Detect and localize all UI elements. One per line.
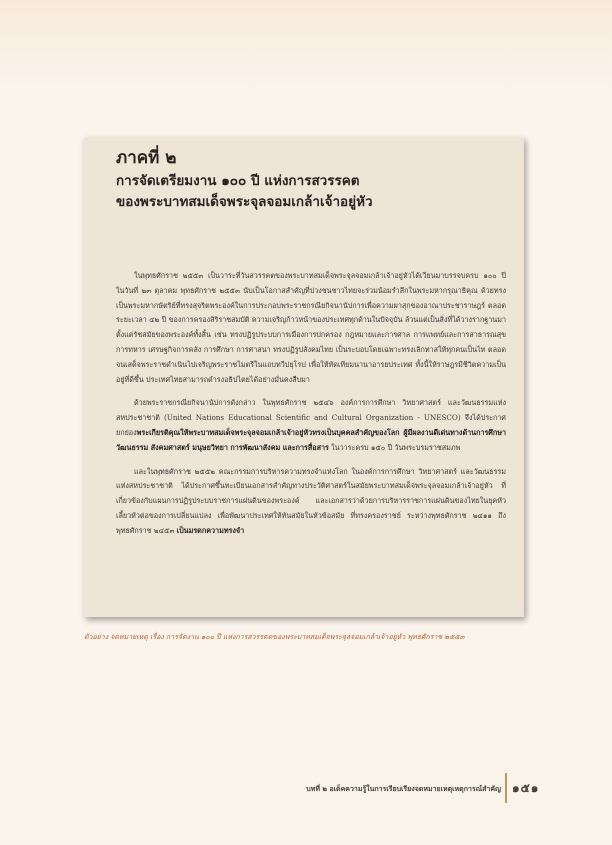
paragraph-3-bold: เป็นมรดกความทรงจำ — [176, 525, 245, 535]
paragraph-2-text: ด้วยพระราชกรณียกิจนานัปการดังกล่าว ในพุทธศักราช ๒๕๔๖ องค์การการศึกษา วิทยาศาสตร์ และวัฒนธรรมแห่งสหประชาชาติ (United Nations Educational Scientific and Cultural Organization - UNESCO) จึงได้ประกาศยกย่อง — [116, 398, 506, 437]
document-body — [116, 269, 512, 539]
document-title-line-2: ของพระบาทสมเด็จพระจุลจอมเกล้าเจ้าอยู่หัว — [116, 194, 373, 210]
document-title-line-1: การจัดเตรียมงาน ๑๐๐ ปี แห่งการสวรรคต — [116, 173, 360, 189]
footer-divider — [505, 773, 507, 803]
paragraph-3 — [116, 465, 506, 539]
footer-chapter-title: บทที่ ๒ อเด็คความรู้ในการเรียบเรียงจดหมายเหตุเหตุการณ์สำคัญ — [306, 784, 501, 793]
paragraph-2-end: ในวาระครบ ๑๕๐ ปี วันพระบรมราชสมภพ — [328, 442, 461, 452]
page-number: ๑๕๑ — [512, 781, 540, 795]
paragraph-2 — [116, 396, 506, 455]
document-title — [116, 171, 512, 213]
page-header-band — [0, 0, 612, 88]
paragraph-3-text: และในพุทธศักราช ๒๕๕๒ คณะกรรมการบริหารความทรงจำแห่งโลก ในองค์การการศึกษา วิทยาศาสตร์ และวัฒนธรรมแห่งสหประชาชาติ ได้ประกาศขึ้นทะเบียนเอกสารสำคัญทางประวัติศาสตร์ในสมัยพระบาทสมเด็จพระจุลจอมเกล้าเจ้าอยู่หัว ที่เกี่ยวข้องกับแผนการปฏิรูประบบราชการแผ่นดินของพระองค์ และเอกสารว่าด้วยการบริหารราชการแผ่นดินของไทยในยุคหัวเลี้ยวหัวต่อของการเปลี่ยนแปลง เพื่อพัฒนาประเทศให้ทันสมัยในหัวข้อสมัย ที่ทรงครองราชย์ ระหว่างพุทธศักราช ๒๔๑๑ ถึงพุทธศักราช ๒๔๕๓ — [116, 466, 506, 535]
figure-caption: ตัวอย่าง จดหมายเหตุ เรื่อง การจัดงาน ๑๐๐ ปี แห่งการสวรรคตของพระบาทสมเด็จพระจุลจอมเกล้าเจ้าอยู่หัว พุทธศักราช ๒๕๕๓ — [84, 633, 465, 641]
paragraph-1: ในพุทธศักราช ๒๕๕๓ เป็นวาระที่วันสวรรคตของพระบาทสมเด็จพระจุลจอมเกล้าเจ้าอยู่หัวได้เวียนมาบรรจบครบ ๑๐๐ ปี ในวันที่ ๒๓ ตุลาคม พุทธศักราช ๒๕๕๓ นับเป็นโอกาสสำคัญที่ปวงชนชาวไทยจะร่วมน้อมรำลึกในพระมหากรุณาธิคุณ ด้วยทรงเป็นพระมหากษัตริย์ที่ทรงสุจริตพระองค์ในการประกอบพระราชกรณียกิจนานัปการเพื่อความผาสุกของอาณาประชาราษฎร์ ตลอดระยะเวลา ๔๒ ปี ของการครองสิริราชสมบัติ ความเจริญก้าวหน้าของประเทศทุกด้านในปัจจุบัน ล้วนแต่เป็นสิ่งที่ได้วางรากฐานมาตั้งแต่รัชสมัยของพระองค์ทั้งสิ้น เช่น ทรงปฏิรูประบบการเมืองการปกครอง กฎหมายและการศาล การแพทย์และการสาธารณสุข การทหาร เศรษฐกิจการคลัง การศึกษา การศาสนา ทรงปฏิรูปสังคมไทย เป็นระบอบโดยเฉพาะทรงเลิกทาสให้ทุกคนเป็นไท ตลอดจนเสด็จพระราชดำเนินไปเจริญพระราชไมตรีในแถบทวีปยุโรป เพื่อให้ทัดเทียมนานาอารยประเทศ ทั้งนี้ให้ราษฎรมีชีวิตความเป็นอยู่ที่ดีขึ้น ประเทศไทยสามารถดำรงอธิปไตยได้อย่างมั่นคงสืบมา — [116, 271, 506, 384]
paragraph-2-bold: พระเกียรติคุณให้พระบาทสมเด็จพระจุลจอมเกล้าเจ้าอยู่หัวทรงเป็นบุคคลสำคัญของโลก ผู้มีผลงานดีเด่นทางด้านการศึกษา วัฒนธรรม สังคมศาสตร์ มนุษยวิทยา การพัฒนาสังคม และการสื่อสาร — [116, 427, 506, 452]
inset-document — [84, 137, 524, 617]
part-label: ภาคที่ ๒ — [116, 148, 177, 168]
